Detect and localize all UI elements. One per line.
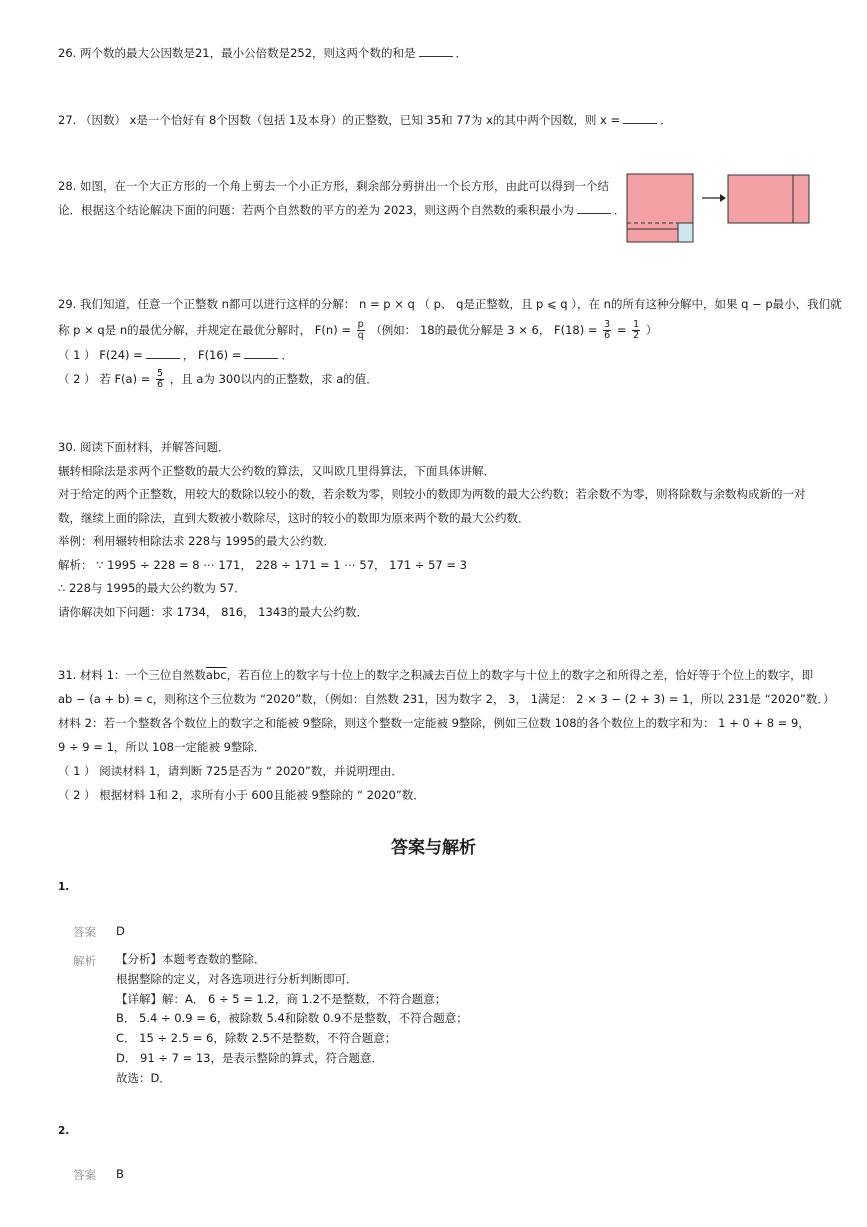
analysis-line: D． 91 ÷ 7 = 13，是表示整除的算式，符合题意． xyxy=(116,1050,383,1065)
fraction-5-over-6 xyxy=(156,369,164,390)
question-31-line: 9 ÷ 9 = 1，所以 108一定能被 9整除． xyxy=(58,740,266,754)
question-28-figure xyxy=(622,170,812,244)
fraction-denominator: 2 xyxy=(633,330,640,341)
equals-sign: = xyxy=(616,323,627,337)
fraction-1-over-2 xyxy=(632,320,640,341)
question-30-line: 请你解决如下问题：求 1734， 816， 1343的最大公约数． xyxy=(58,604,368,619)
fraction-numerator: 5 xyxy=(157,368,164,379)
answer-value: B xyxy=(116,1167,124,1181)
question-29-text-2a: 称 p × q是 n的最优分解，并规定在最优分解时， F(n) = xyxy=(58,323,351,337)
question-27 xyxy=(58,109,672,132)
question-29-text-2c: ） xyxy=(645,323,658,337)
question-30-line: ∴ 228与 1995的最大公约数为 57． xyxy=(58,581,246,595)
arrow-right-icon xyxy=(702,194,726,202)
fraction-numerator: 1 xyxy=(633,319,640,330)
analysis-line: 故选：D． xyxy=(116,1070,171,1085)
question-31-line: 材料 2：若一个整数各个数位上的数字之和能被 9整除，则这个整数一定能被 9整除，例如三位数 108的各个数位上的数字和为： 1 + 0 + 8 = 9， xyxy=(58,716,810,730)
part2-text-a: （ 2 ） 若 F(a) = xyxy=(58,372,151,386)
question-30-line: 辗转相除法是求两个正整数的最大公约数的算法，又叫欧几里得算法，下面具体讲解． xyxy=(58,463,495,478)
question-31 xyxy=(58,663,835,807)
question-28-line2 xyxy=(58,199,625,222)
fraction-denominator: 6 xyxy=(604,330,611,341)
question-29-line2 xyxy=(58,318,657,342)
question-27-end: ． xyxy=(660,113,672,127)
fraction-p-over-q xyxy=(357,320,365,341)
question-30-line: 数，继续上面的除法，直到大数被小数除尽，这时的较小的数即为原来两个数的最大公约数． xyxy=(58,510,530,525)
question-29-part1 xyxy=(58,344,293,367)
question-28-text-1: 28. 如图，在一个大正方形的一个角上剪去一个小正方形，剩余部分剪拼出一个长方形，由此可以得到一个结 xyxy=(58,179,609,193)
question-28-text-2: 论．根据这个结论解决下面的问题：若两个自然数的平方的差为 2023，则这两个自然数的乘积最小为 xyxy=(58,203,574,217)
analysis-line: 【分析】本题考查数的整除． xyxy=(116,952,266,966)
question-29-text-1: 29. 我们知道，任意一个正整数 n都可以进行这样的分解： n = p × q （ p、 q是正整数，且 p ⩽ q ），在 n的所有这种分解中，如果 q − p最小，我们就 xyxy=(58,297,842,311)
question-30-line: 对于给定的两个正整数，用较大的数除以较小的数，若余数为零，则较小的数即为两数的最大公约数；若余数不为零，则将除数与余数构成新的一对 xyxy=(58,487,806,501)
answer-blank xyxy=(577,201,611,214)
question-31-line: ab − (a + b) = c，则称这个三位数为 “2020”数，（例如：自然数 231，因为数字 2， 3， 1满足： 2 × 3 − (2 + 3) = 1，所以 231是 “2020”数．） xyxy=(58,692,835,706)
question-26-end: ． xyxy=(455,46,468,60)
part1-text-b: ， F(16) = xyxy=(182,348,242,362)
question-31-line: （ 1 ） 阅读材料 1，请判断 725是否为 “ 2020”数，并说明理由． xyxy=(58,764,403,778)
overline-abc: $\overline{abc}$ xyxy=(205,668,227,682)
question-31-text-b: ，若百位上的数字与十位上的数字之积减去百位上的数字与十位上的数字之和所得之差，恰好等于个位上的数字，即 xyxy=(226,668,814,682)
answer-label: 答案 xyxy=(73,1168,96,1182)
answer-blank xyxy=(146,346,180,359)
fraction-numerator: p xyxy=(357,319,364,330)
answer-blank xyxy=(623,111,657,124)
question-28-line1 xyxy=(58,175,609,198)
question-31-line1 xyxy=(58,663,835,687)
answer-label: 答案 xyxy=(73,925,96,939)
question-29-part2 xyxy=(58,366,378,392)
answer-2-number: 2. xyxy=(58,1125,70,1137)
part2-text-b: ，且 a为 300以内的正整数，求 a的值． xyxy=(169,372,378,386)
question-26 xyxy=(58,42,467,65)
fraction-numerator: 3 xyxy=(604,319,611,330)
answer-value: D xyxy=(116,924,125,938)
big-square-figure xyxy=(627,174,693,242)
analysis-body xyxy=(116,950,468,1089)
analysis-line: 根据整除的定义，对各选项进行分析判断即可． xyxy=(116,971,358,986)
question-30-line: 解析： ∵ 1995 ÷ 228 = 8 ⋯ 171， 228 ÷ 171 = 1 ⋯ 57， 171 ÷ 57 = 3 xyxy=(58,557,467,572)
question-31-line: （ 2 ） 根据材料 1和 2，求所有小于 600且能被 9整除的 “ 2020”数． xyxy=(58,788,425,802)
question-27-text: 27. （因数） x是一个恰好有 8个因数（包括 1及本身）的正整数，已知 35和 77为 x的其中两个因数，则 x = xyxy=(58,113,621,127)
fraction-3-over-6 xyxy=(603,320,611,341)
analysis-line: 【详解】解：A． 6 ÷ 5 = 1.2，商 1.2不是整数，不符合题意； xyxy=(116,991,447,1006)
answer-blank xyxy=(244,346,278,359)
question-26-text: 26. 两个数的最大公因数是21，最小公倍数是252，则这两个数的和是 xyxy=(58,46,416,60)
answer-section-title: 答案与解析 xyxy=(391,838,476,858)
question-30-line: 举例：利用辗转相除法求 228与 1995的最大公约数． xyxy=(58,534,336,548)
question-30-line: 30. 阅读下面材料，并解答问题． xyxy=(58,440,230,454)
question-28-end: ． xyxy=(613,203,626,217)
question-31-text-a: 31. 材料 1：一个三位自然数 xyxy=(58,668,206,682)
analysis-line: B． 5.4 ÷ 0.9 = 6，被除数 5.4和除数 0.9不是整数，不符合题意； xyxy=(116,1011,468,1026)
answer-1-number: 1. xyxy=(58,881,70,893)
part1-text-a: （ 1 ） F(24) = xyxy=(58,348,143,362)
question-30 xyxy=(58,436,806,624)
fraction-denominator: 6 xyxy=(157,379,164,390)
question-29-line1 xyxy=(58,293,842,316)
fraction-denominator: q xyxy=(357,330,364,341)
question-29-text-2b: （例如： 18的最优分解是 3 × 6， F(18) = xyxy=(370,323,598,337)
rectangle-figure xyxy=(728,175,809,223)
part1-text-c: ． xyxy=(281,348,293,362)
analysis-line: C． 15 ÷ 2.5 = 6，除数 2.5不是整数，不符合题意； xyxy=(116,1031,397,1046)
analysis-label: 解析 xyxy=(73,954,96,968)
answer-blank xyxy=(419,44,453,57)
